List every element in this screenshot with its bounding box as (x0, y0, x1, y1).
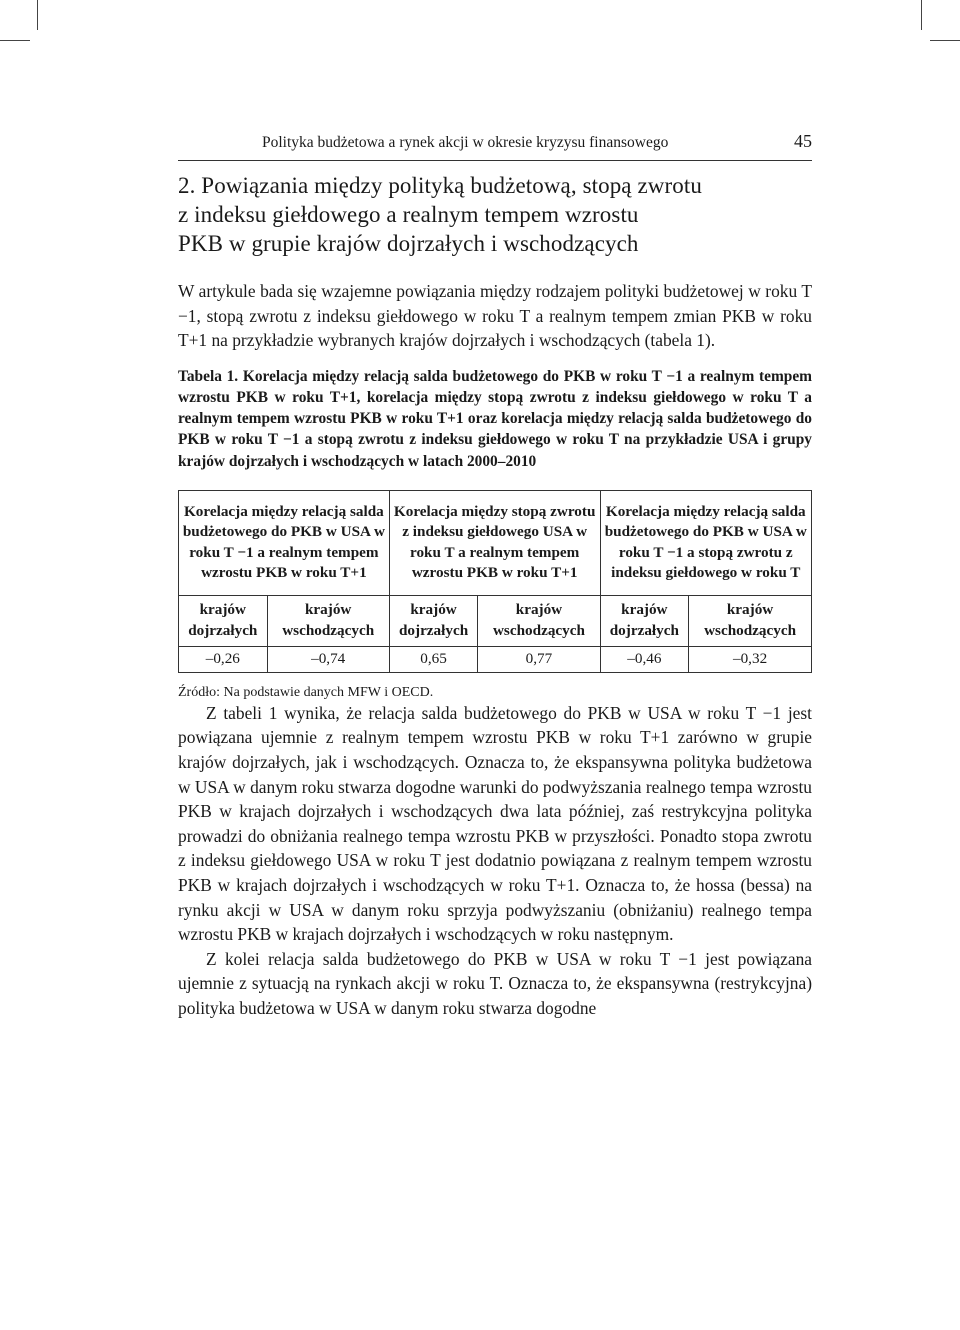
table-row (179, 646, 812, 672)
table-source: Źródło: Na podstawie danych MFW i OECD. (178, 684, 434, 700)
table-group-header: Korelacja między stopą zwrotu z indeksu giełdowego USA w roku T a realnym tempem wzrostu PKB w roku T+1 (389, 490, 600, 595)
table-cell: –0,74 (267, 646, 389, 672)
table-subheader: krajów dojrzałych (389, 595, 478, 646)
table-subheader: krajów dojrzałych (179, 595, 268, 646)
table-cell: –0,32 (689, 646, 812, 672)
table-subheader: krajów dojrzałych (600, 595, 689, 646)
table-caption: Tabela 1. Korelacja między relacją salda budżetowego do PKB w roku T −1 a realnym tempem wzrostu PKB w roku T+1, korelacja między stopą zwrotu z indeksu giełdowego w roku T a realnym tempem wzrostu PKB w roku T+1 oraz korelacja między relacją salda budżetowego do PKB w roku T −1 a stopą zwrotu z indeksu giełdowego w roku T na przykładzie USA i grupy krajów dojrzałych i wschodzących w latach 2000–2010 (178, 367, 812, 470)
page-number: 45 (794, 131, 812, 151)
table-cell: –0,46 (600, 646, 689, 672)
crop-mark-top-left (37, 0, 38, 30)
table-cell: 0,77 (478, 646, 600, 672)
section-heading: 2. Powiązania między polityką budżetową, stopą zwrotu z indeksu giełdowego a realnym tempem wzrostu PKB w grupie krajów dojrzałych i wschodzących (178, 173, 702, 256)
table-group-header: Korelacja między relacją salda budżetowego do PKB w USA w roku T −1 a stopą zwrotu z indeksu giełdowego w roku T (600, 490, 811, 595)
correlation-table (178, 490, 812, 673)
header-rule (178, 160, 812, 161)
running-header (178, 128, 812, 156)
body-paragraph: Z kolei relacja salda budżetowego do PKB w USA w roku T −1 jest powiązana ujemnie z sytuacją na rynkach akcji w roku T. Oznacza to, że ekspansywna (restrykcyjna) polityka budżetowa w USA w danym roku stwarza dogodne (178, 948, 812, 1018)
page-content (178, 128, 812, 1021)
body-paragraph: Z tabeli 1 wynika, że relacja salda budżetowego do PKB w USA w roku T −1 jest powiązana ujemnie z realnym tempem wzrostu PKB w roku T+1 zarówno w grupie krajów dojrzałych, jak i wschodzących. Oznacza to, że ekspansywna polityka budżetowa w USA w danym roku stwarza dogodne warunki do podwyższania realnego tempa wzrostu PKB w krajach dojrzałych i wschodzących dwa lata później, zaś restrykcyjna polityka prowadzi do obniżania realnego tempa wzrostu PKB w przyszłości. Ponadto stopa zwrotu z indeksu giełdowego USA w roku T jest dodatnio powiązana z realnym tempem wzrostu PKB w krajach dojrzałych i wschodzących w roku T+1. Oznacza to, że hossa (bessa) na rynku akcji w USA w danym roku sprzyja podwyższaniu (obniżaniu) realnego tempa wzrostu PKB w krajach dojrzałych i wschodzących w roku następnym. (178, 702, 812, 945)
table-subheader: krajów wschodzących (689, 595, 812, 646)
table-subheader: krajów wschodzących (267, 595, 389, 646)
table-cell: –0,26 (179, 646, 268, 672)
table-group-header: Korelacja między relacją salda budżetowego do PKB w USA w roku T −1 a realnym tempem wzrostu PKB w roku T+1 (179, 490, 390, 595)
crop-mark-left (0, 40, 30, 41)
intro-paragraph: W artykule bada się wzajemne powiązania między rodzajem polityki budżetowej w roku T −1, stopą zwrotu z indeksu giełdowego w roku T a realnym tempem zmian PKB w roku T+1 na przykładzie wybranych krajów dojrzałych i wschodzących (tabela 1). (178, 281, 812, 351)
table-cell: 0,65 (389, 646, 478, 672)
crop-mark-right (930, 40, 960, 41)
running-header-title: Polityka budżetowa a rynek akcji w okresie kryzysu finansowego (262, 134, 669, 151)
crop-mark-top-right (921, 0, 922, 30)
table-subheader: krajów wschodzących (478, 595, 600, 646)
